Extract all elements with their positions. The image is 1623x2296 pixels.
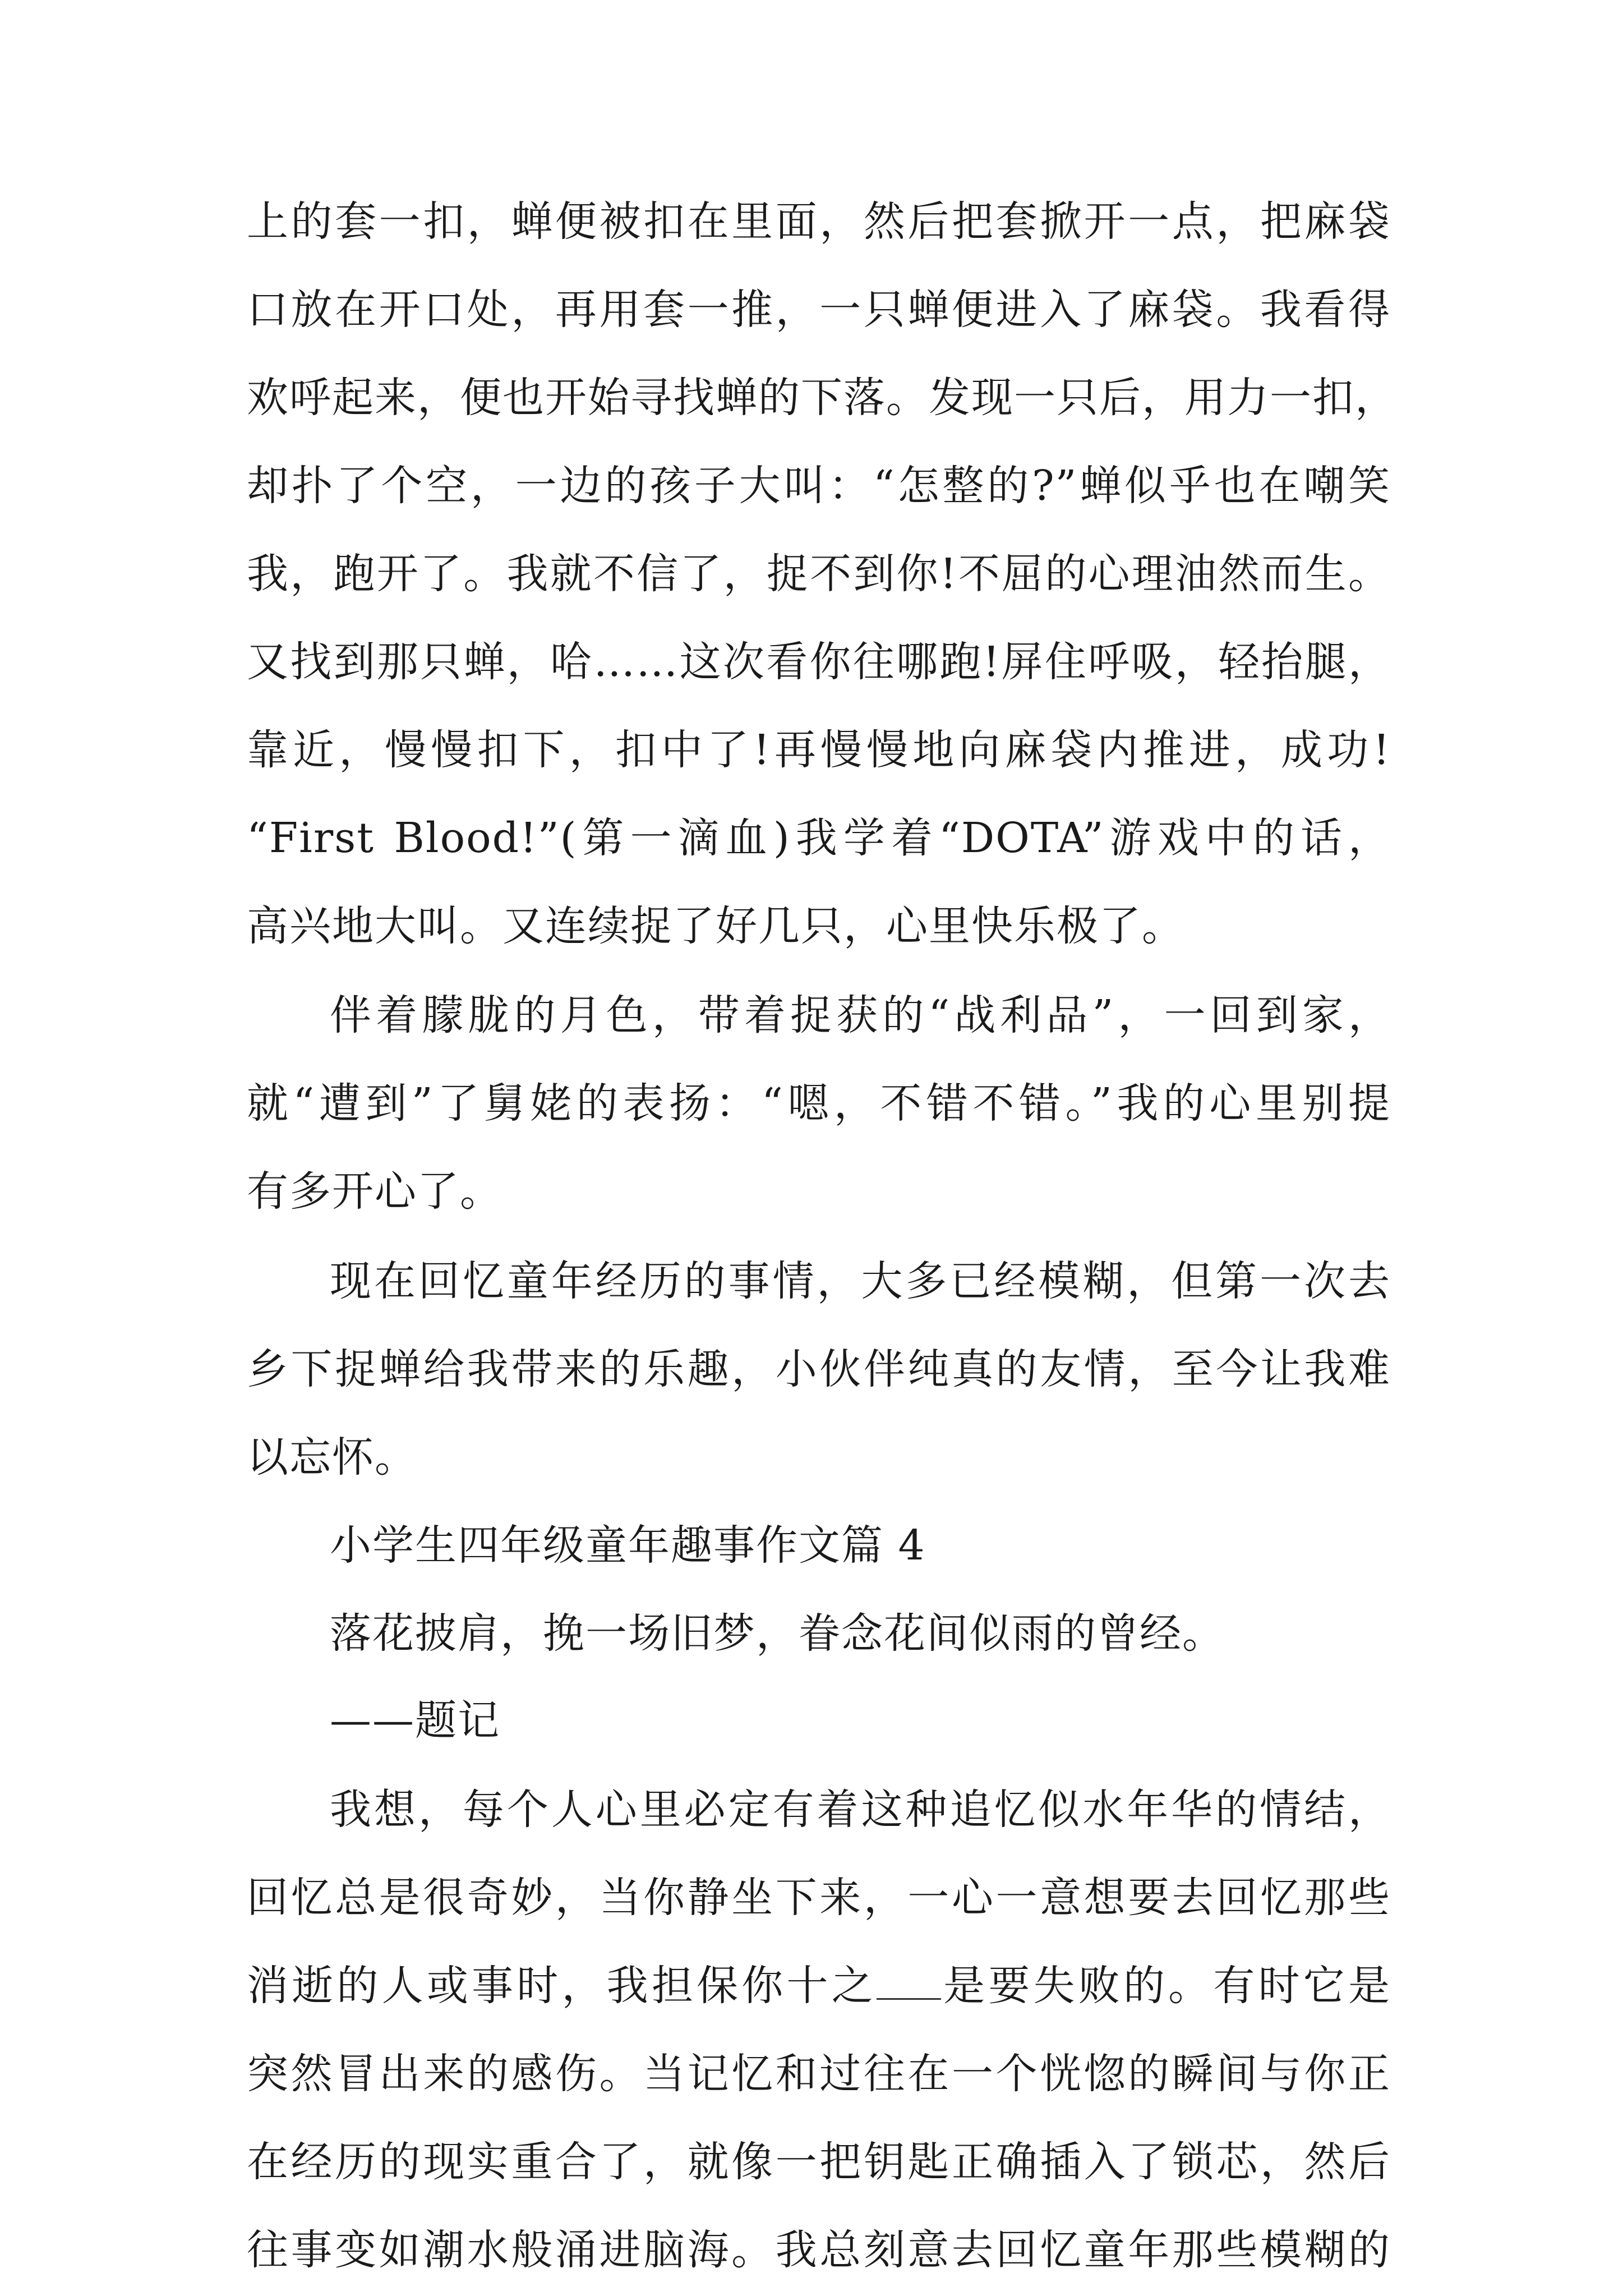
paragraph-first-line: 现在回忆童年经历的事情，大多已经模糊，但第一次去 xyxy=(330,1257,1391,1305)
paragraph-first-line: 伴着朦胧的月色，带着捉获的“战利品”，一回到家， xyxy=(330,991,1391,1039)
text-line: 却扑了个空，一边的孩子大叫：“怎整的?”蝉似乎也在嘲笑 xyxy=(247,462,1391,510)
text-line: 有多开心了。 xyxy=(247,1167,502,1216)
text-line: 我，跑开了。我就不信了，捉不到你!不屈的心理油然而生。 xyxy=(247,550,1391,598)
text-line: “First Blood!”(第一滴血)我学着“DOTA”游戏中的话， xyxy=(247,814,1391,862)
text-line: 欢呼起来，便也开始寻找蝉的下落。发现一只后，用力一扣， xyxy=(247,374,1398,422)
text-line: 往事变如潮水般涌进脑海。我总刻意去回忆童年那些模糊的 xyxy=(247,2226,1391,2274)
text-line: 就“遭到”了舅姥的表扬：“嗯，不错不错。”我的心里别提 xyxy=(247,1079,1391,1128)
section-heading: 小学生四年级童年趣事作文篇 4 xyxy=(330,1521,926,1570)
text-segment: 消逝的人或事时，我担保你十之 xyxy=(247,1962,877,2010)
epigraph-attribution: ——题记 xyxy=(330,1696,500,1745)
text-line: 口放在开口处，再用套一推，一只蝉便进入了麻袋。我看得 xyxy=(247,286,1391,334)
text-line-with-blank xyxy=(247,1962,1391,2010)
paragraph-first-line: 我想，每个人心里必定有着这种追忆似水年华的情结， xyxy=(330,1786,1391,1834)
text-line: 靠近，慢慢扣下，扣中了!再慢慢地向麻袋内推进，成功! xyxy=(247,726,1391,774)
text-line: 突然冒出来的感伤。当记忆和过往在一个恍惚的瞬间与你正 xyxy=(247,2050,1391,2098)
text-line: 回忆总是很奇妙，当你静坐下来，一心一意想要去回忆那些 xyxy=(247,1874,1391,1922)
text-line: 乡下捉蝉给我带来的乐趣，小伙伴纯真的友情，至今让我难 xyxy=(247,1345,1391,1393)
text-line: 又找到那只蝉，哈……这次看你往哪跑!屏住呼吸，轻抬腿， xyxy=(247,638,1391,686)
fill-in-blank xyxy=(877,1966,941,2000)
text-segment: 是要失败的。有时它是 xyxy=(940,1962,1391,2010)
epigraph: 落花披肩，挽一场旧梦，眷念花间似雨的曾经。 xyxy=(330,1609,1225,1658)
text-line: 在经历的现实重合了，就像一把钥匙正确插入了锁芯，然后 xyxy=(247,2138,1391,2186)
text-line: 高兴地大叫。又连续捉了好几只，心里快乐极了。 xyxy=(247,902,1184,950)
text-line: 以忘怀。 xyxy=(247,1433,417,1481)
text-line: 上的套一扣，蝉便被扣在里面，然后把套掀开一点，把麻袋 xyxy=(247,197,1391,246)
